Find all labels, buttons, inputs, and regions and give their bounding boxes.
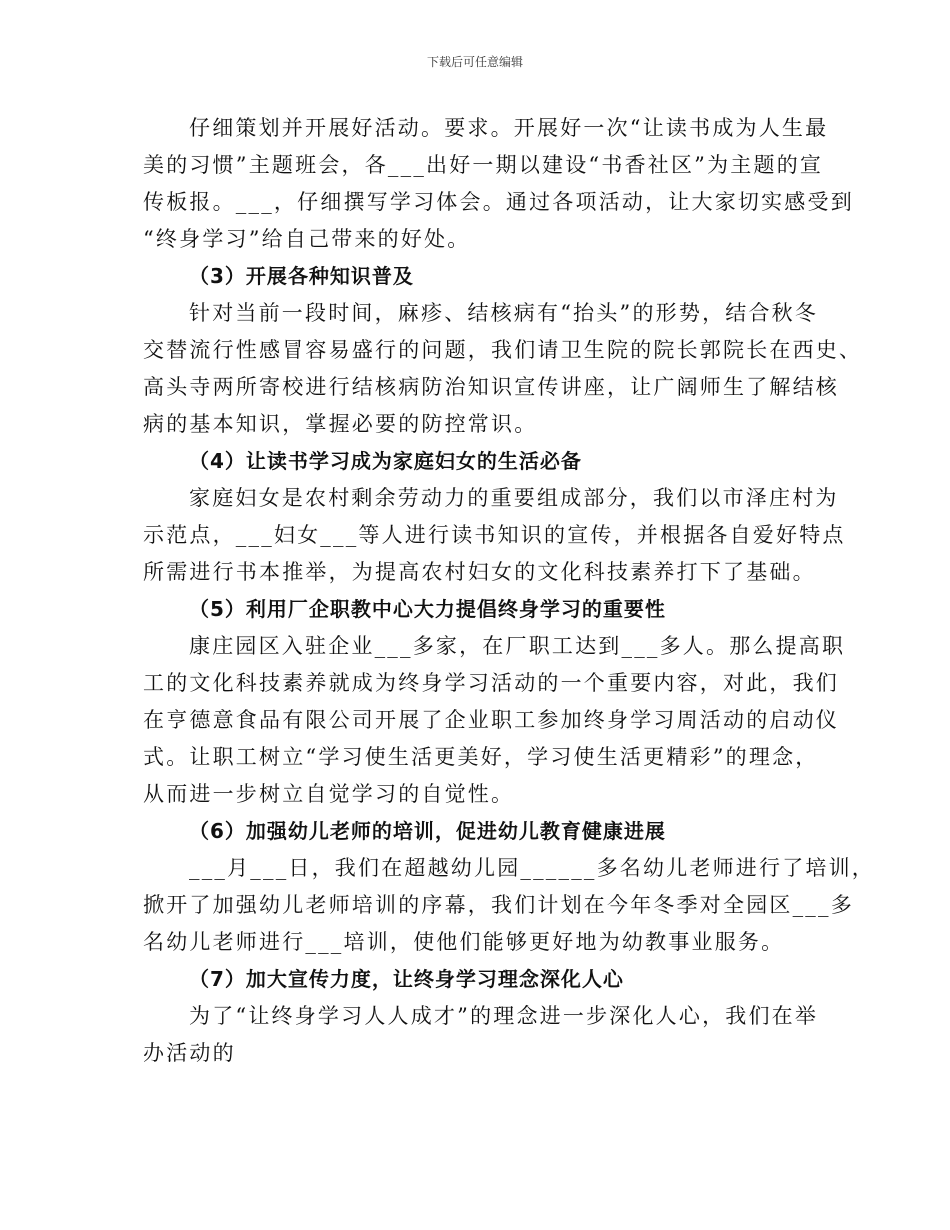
section-heading-4: （4）让读书学习成为家庭妇女的生活必备 (189, 449, 582, 473)
paragraph-line: 针对当前一段时间，麻疹、结核病有“抬头”的形势，结合秋冬 (189, 301, 819, 325)
paragraph-line: 名幼儿老师进行___培训，使他们能够更好地为幼教事业服务。 (143, 930, 785, 954)
paragraph-line: 办活动的 (143, 1041, 236, 1065)
paragraph-line: 病的基本知识，掌握必要的防控常识。 (143, 412, 538, 436)
paragraph-line: 家庭妇女是农村剩余劳动力的重要组成部分，我们以市泽庄村为 (189, 486, 839, 510)
section-heading-6: （6）加强幼儿老师的培训，促进幼儿教育健康进展 (189, 819, 666, 843)
section-heading-3: （3）开展各种知识普及 (189, 264, 414, 288)
paragraph-line: 从而进一步树立自觉学习的自觉性。 (143, 782, 515, 806)
paragraph-line: 式。让职工树立“学习使生活更美好，学习使生活更精彩”的理念， (143, 745, 819, 769)
page-header: 下载后可任意编辑 (426, 55, 523, 69)
paragraph-line: 所需进行书本推举，为提高农村妇女的文化科技素养打下了基础。 (143, 560, 816, 584)
section-heading-5: （5）利用厂企职教中心大力提倡终身学习的重要性 (189, 597, 666, 621)
paragraph-line: 传板报。___，仔细撰写学习体会。通过各项活动，让大家切实感受到 (143, 190, 854, 214)
paragraph-line: 为了“让终身学习人人成才”的理念进一步深化人心，我们在举 (189, 1004, 819, 1028)
paragraph-line: 仔细策划并开展好活动。要求。开展好一次“让读书成为人生最 (189, 116, 829, 140)
paragraph-line: 交替流行性感冒容易盛行的问题，我们请卫生院的院长郭院长在西史、 (143, 338, 863, 362)
paragraph-line: 在亨德意食品有限公司开展了企业职工参加终身学习周活动的启动仪 (143, 708, 839, 732)
paragraph-line: “终身学习”给自己带来的好处。 (143, 227, 471, 251)
paragraph-line: 康庄园区入驻企业___多家，在厂职工达到___多人。那么提高职 (189, 634, 846, 658)
paragraph-line: 工的文化科技素养就成为终身学习活动的一个重要内容，对此，我们 (143, 671, 839, 695)
section-heading-7: （7）加大宣传力度，让终身学习理念深化人心 (189, 967, 624, 991)
paragraph-line: ___月___日，我们在超越幼儿园______多名幼儿老师进行了培训， (189, 856, 875, 880)
paragraph-line: 美的习惯”主题班会，各___出好一期以建设“书香社区”为主题的宣 (143, 153, 824, 177)
document-body (143, 110, 875, 1072)
paragraph-line: 示范点，___妇女___等人进行读书知识的宣传，并根据各自爱好特点 (143, 523, 846, 547)
paragraph-line: 高头寺两所寄校进行结核病防治知识宣传讲座，让广阔师生了解结核 (143, 375, 839, 399)
paragraph-line: 掀开了加强幼儿老师培训的序幕，我们计划在今年冬季对全园区___多 (143, 893, 854, 917)
